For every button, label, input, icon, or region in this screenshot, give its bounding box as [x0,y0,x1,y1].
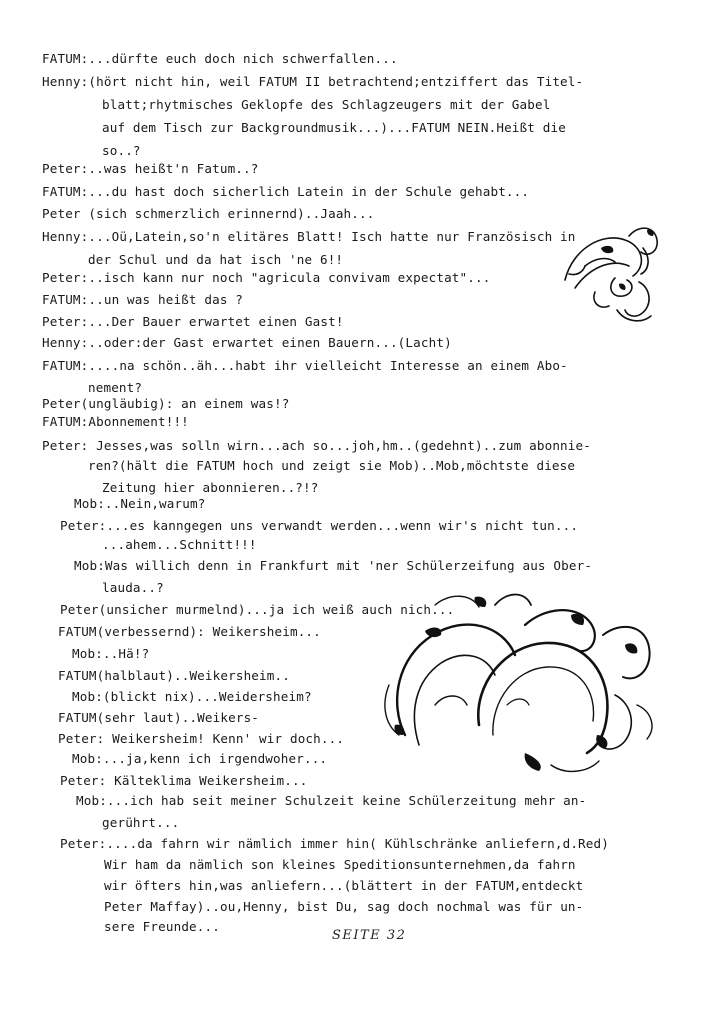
script-line: Mob:Was willich denn in Frankfurt mit 'ner Schülerzeifung aus Ober- [74,558,593,573]
script-line: ren?(hält die FATUM hoch und zeigt sie Mob)..Mob,möchtste diese [88,458,576,473]
script-line: Wir ham da nämlich son kleines Speditionsunternehmen,da fahrn [104,857,576,872]
script-line: so..? [102,143,141,158]
script-line: Peter:...es kanngegen uns verwandt werden...wenn wir's nicht tun... [60,518,579,533]
script-line: wir öfters hin,was anliefern...(blättert in der FATUM,entdeckt [104,878,584,893]
script-line: Peter(ungläubig): an einem was!? [42,396,290,411]
script-line: FATUM:..un was heißt das ? [42,292,244,307]
script-line: Peter(unsicher murmelnd)...ja ich weiß auch nich... [60,602,455,617]
script-line: der Schul und da hat isch 'ne 6!! [88,252,344,267]
script-line: Henny:..oder:der Gast erwartet einen Bauern...(Lacht) [42,335,452,350]
script-line: Peter Maffay)..ou,Henny, bist Du, sag doch nochmal was für un- [104,899,584,914]
script-line: FATUM:...dürfte euch doch nich schwerfallen... [42,51,398,66]
script-line: ...ahem...Schnitt!!! [102,537,257,552]
script-line: sere Freunde... [104,919,220,934]
script-line: Peter: Weikersheim! Kenn' wir doch... [58,731,345,746]
script-line: Peter:..was heißt'n Fatum..? [42,161,259,176]
script-line: gerührt... [102,815,180,830]
script-line: Peter:....da fahrn wir nämlich immer hin( Kühlschränke anliefern,d.Red) [60,836,609,851]
script-line: Henny:...Oü,Latein,so'n elitäres Blatt! Isch hatte nur Französisch in [42,229,576,244]
script-line: Mob:...ja,kenn ich irgendwoher... [72,751,328,766]
script-line: lauda..? [102,580,164,595]
script-line: FATUM:....na schön..äh...habt ihr vielleicht Interesse an einem Abo- [42,358,568,373]
script-line: FATUM:Abonnement!!! [42,414,189,429]
script-line: FATUM(halblaut)..Weikersheim.. [58,668,290,683]
script-line: Mob:..Nein,warum? [74,496,206,511]
page-number: SEITE 32 [332,928,407,943]
script-line: FATUM(sehr laut)..Weikers- [58,710,260,725]
script-line: Mob:(blickt nix)...Weidersheim? [72,689,312,704]
script-line: blatt;rhytmisches Geklopfe des Schlagzeugers mit der Gabel [102,97,551,112]
script-line: auf dem Tisch zur Backgroundmusik...)...FATUM NEIN.Heißt die [102,120,566,135]
large-baroque-ornament [375,585,665,780]
script-line: Henny:(hört nicht hin, weil FATUM II betrachtend;entziffert das Titel- [42,74,584,89]
script-line: FATUM(verbessernd): Weikersheim... [58,624,321,639]
small-baroque-ornament [555,218,665,328]
script-line: Peter: Kälteklima Weikersheim... [60,773,308,788]
script-line: nement? [88,380,143,395]
script-line: Mob:..Hä!? [72,646,150,661]
script-line: Peter (sich schmerzlich erinnernd)..Jaah... [42,206,375,221]
script-line: Zeitung hier abonnieren..?!? [102,480,319,495]
script-line: Peter: Jesses,was solln wirn...ach so...joh,hm..(gedehnt)..zum abonnie- [42,438,591,453]
script-line: FATUM:...du hast doch sicherlich Latein in der Schule gehabt... [42,184,530,199]
script-line: Peter:..isch kann nur noch "agricula convivam expectat"... [42,270,491,285]
script-line: Peter:...Der Bauer erwartet einen Gast! [42,314,344,329]
script-line: Mob:...ich hab seit meiner Schulzeit keine Schülerzeitung mehr an- [76,793,587,808]
